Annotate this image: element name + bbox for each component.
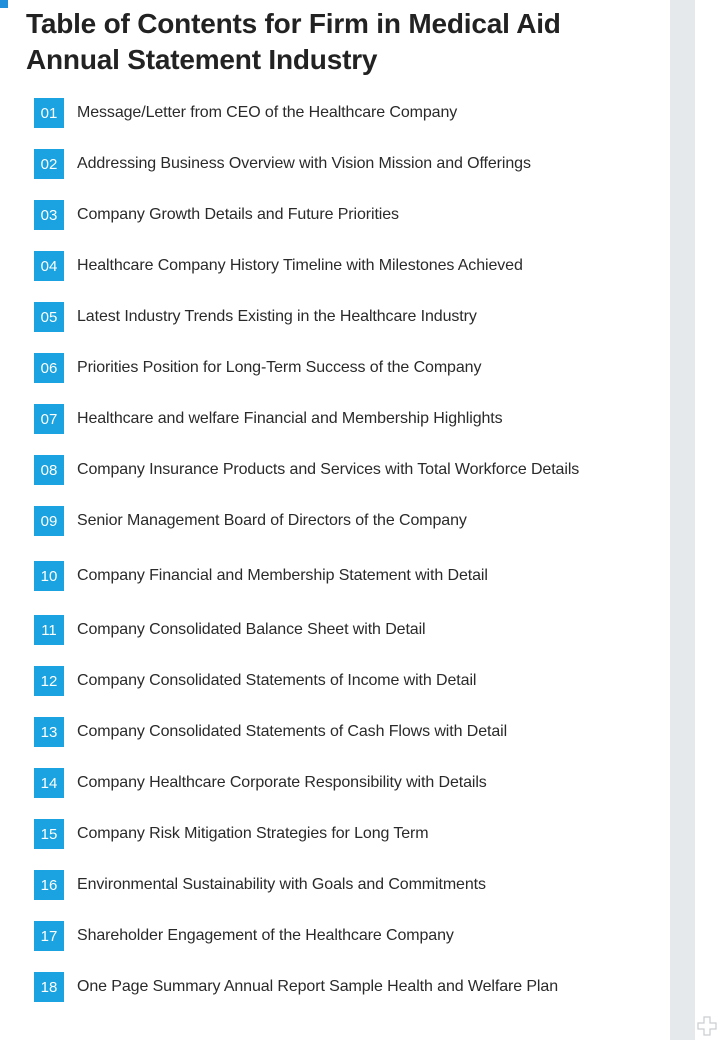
item-label: Company Consolidated Balance Sheet with Detail: [77, 621, 426, 638]
list-item: [34, 972, 558, 1002]
item-label: One Page Summary Annual Report Sample Health and Welfare Plan: [77, 978, 558, 995]
item-label: Shareholder Engagement of the Healthcare Company: [77, 927, 454, 944]
item-number-badge: 09: [34, 506, 64, 536]
item-number-badge: 10: [34, 561, 64, 591]
item-label: Company Financial and Membership Statement with Detail: [77, 567, 488, 584]
item-number-badge: 03: [34, 200, 64, 230]
item-number-badge: 11: [34, 615, 64, 645]
item-number-badge: 06: [34, 353, 64, 383]
item-number-badge: 01: [34, 98, 64, 128]
list-item: [34, 717, 507, 747]
list-item: [34, 353, 481, 383]
item-number-badge: 02: [34, 149, 64, 179]
item-label: Priorities Position for Long-Term Success of the Company: [77, 359, 482, 376]
list-item: [34, 251, 523, 281]
list-item: [34, 768, 487, 798]
item-number-badge: 16: [34, 870, 64, 900]
list-item: [34, 870, 486, 900]
list-item: [34, 615, 426, 645]
list-item: [34, 506, 467, 536]
item-label: Company Healthcare Corporate Responsibility with Details: [77, 774, 487, 791]
list-item: [34, 302, 477, 332]
item-number-badge: 07: [34, 404, 64, 434]
list-item: [34, 666, 476, 696]
item-number-badge: 13: [34, 717, 64, 747]
item-label: Company Risk Mitigation Strategies for Long Term: [77, 825, 429, 842]
item-label: Company Growth Details and Future Priorities: [77, 206, 399, 223]
item-number-badge: 08: [34, 455, 64, 485]
item-number-badge: 14: [34, 768, 64, 798]
list-item: [34, 149, 531, 179]
right-strip: [695, 0, 720, 1040]
item-label: Healthcare Company History Timeline with Milestones Achieved: [77, 257, 523, 274]
list-item: [34, 98, 457, 128]
item-label: Environmental Sustainability with Goals and Commitments: [77, 876, 486, 893]
item-number-badge: 18: [34, 972, 64, 1002]
item-label: Company Consolidated Statements of Cash Flows with Detail: [77, 723, 508, 740]
list-item: [34, 819, 429, 849]
item-label: Message/Letter from CEO of the Healthcare Company: [77, 104, 458, 121]
list-item: [34, 921, 454, 951]
page-title: Table of Contents for Firm in Medical Aid Annual Statement Industry: [26, 8, 561, 75]
item-number-badge: 17: [34, 921, 64, 951]
item-label: Latest Industry Trends Existing in the Healthcare Industry: [77, 308, 477, 325]
list-item: [34, 561, 488, 591]
item-label: Company Consolidated Statements of Income with Detail: [77, 672, 477, 689]
list-item: [34, 404, 503, 434]
item-label: Company Insurance Products and Services with Total Workforce Details: [77, 461, 580, 478]
item-label: Senior Management Board of Directors of the Company: [77, 512, 467, 529]
item-label: Healthcare and welfare Financial and Membership Highlights: [77, 410, 503, 427]
item-label: Addressing Business Overview with Vision Mission and Offerings: [77, 155, 531, 172]
list-item: [34, 200, 399, 230]
list-item: [34, 455, 579, 485]
plus-icon: [697, 1016, 717, 1036]
item-number-badge: 05: [34, 302, 64, 332]
side-bar: [670, 0, 695, 1040]
item-number-badge: 15: [34, 819, 64, 849]
item-number-badge: 12: [34, 666, 64, 696]
item-number-badge: 04: [34, 251, 64, 281]
